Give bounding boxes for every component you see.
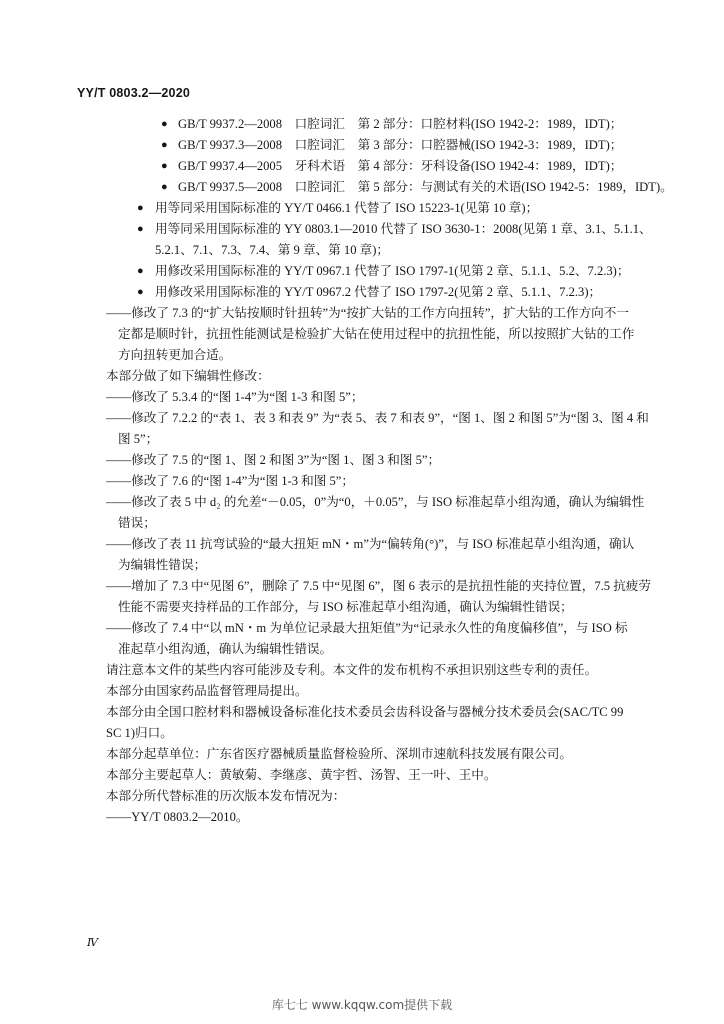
bullet-icon: ● xyxy=(161,181,168,193)
tech-change-line: 定都是顺时针，抗扭性能测试是检验扩大钻在使用过程中的抗扭性能，所以按照扩大钻的工作 xyxy=(118,327,635,341)
edit-item: ——修改了表 5 中 d₂ 的允差“－0.05，0”为“0，＋0.05”，与 ISO 标准起草小组沟通，确认为编辑性 xyxy=(106,495,645,509)
bullet-icon: ● xyxy=(161,160,168,172)
edit-item-continuation: 准起草小组沟通，确认为编辑性错误。 xyxy=(118,642,333,656)
edit-item: ——修改了表 11 抗弯试验的“最大扭矩 mN・m”为“偏转角(°)”，与 ISO 标准起草小组沟通，确认 xyxy=(106,537,635,551)
list-item-text: 用修改采用国际标准的 YY/T 0967.1 代替了 ISO 1797-1(见第 2 章、5.1.1、5.2、7.2.3)； xyxy=(155,264,630,278)
list-item-text: 用等同采用国际标准的 YY 0803.1—2010 代替了 ISO 3630-1：2008(见第 1 章、3.1、5.1.1、 xyxy=(155,222,652,236)
list-item-text: 用修改采用国际标准的 YY/T 0967.2 代替了 ISO 1797-2(见第 2 章、5.1.1、7.2.3)； xyxy=(155,285,602,299)
sublist-item-text: GB/T 9937.5—2008 口腔词汇 第 5 部分：与测试有关的术语(ISO 1942-5：1989，IDT)。 xyxy=(178,180,673,194)
sublist-item-text: GB/T 9937.4—2005 牙科术语 第 4 部分：牙科设备(ISO 1942-4：1989，IDT)； xyxy=(178,159,623,173)
edit-item: ——修改了 7.5 的“图 1、图 2 和图 3”为“图 1、图 3 和图 5”； xyxy=(106,453,441,467)
proposed-by: 本部分由国家药品监督管理局提出。 xyxy=(106,684,308,698)
list-item xyxy=(0,219,724,240)
tech-change-line: ——修改了 7.3 的“扩大钻按顺时针扭转”为“按扩大钻的工作方向扭转”，扩大钻的工作方向不一 xyxy=(106,306,629,320)
edit-item: ——修改了 7.4 中“以 mN・m 为单位记录最大扭矩值”为“记录永久性的角度偏移值”，与 ISO 标 xyxy=(106,621,628,635)
edit-item: ——增加了 7.3 中“见图 6”，删除了 7.5 中“见图 6”，图 6 表示的是抗扭性能的夹持位置，7.5 抗疲劳 xyxy=(106,579,651,593)
patent-note: 请注意本文件的某些内容可能涉及专利。本文件的发布机构不承担识别这些专利的责任。 xyxy=(106,663,598,677)
tech-change-line: 方向扭转更加合适。 xyxy=(118,348,232,362)
list-item xyxy=(0,282,724,303)
drafting-units: 本部分起草单位：广东省医疗器械质量监督检验所、深圳市速航科技发展有限公司。 xyxy=(106,747,572,761)
sublist-item xyxy=(0,177,724,198)
bullet-icon: ● xyxy=(161,118,168,130)
edit-item-continuation: 图 5”； xyxy=(118,432,159,446)
history-item: ——YY/T 0803.2—2010。 xyxy=(106,810,249,824)
foreword-body xyxy=(0,114,724,828)
standard-code: YY/T 0803.2—2020 xyxy=(77,86,190,100)
download-watermark: 库七七 www.kqqw.com提供下载 xyxy=(271,998,453,1012)
committee-line: SC 1)归口。 xyxy=(106,726,173,740)
list-item-text: 5.2.1、7.1、7.3、7.4、第 9 章、第 10 章)； xyxy=(155,243,390,257)
list-item-text: 用等同采用国际标准的 YY/T 0466.1 代替了 ISO 15223-1(见第 10 章)； xyxy=(155,201,539,215)
sublist-item xyxy=(0,114,724,135)
sublist-item xyxy=(0,135,724,156)
list-item xyxy=(0,261,724,282)
sublist-item xyxy=(0,156,724,177)
edit-item: ——修改了 7.2.2 的“表 1、表 3 和表 9” 为“表 5、表 7 和表 9”，“图 1、图 2 和图 5”为“图 3、图 4 和 xyxy=(106,411,649,425)
edit-intro: 本部分做了如下编辑性修改： xyxy=(106,369,270,383)
edit-item: ——修改了 7.6 的“图 1-4”为“图 1-3 和图 5”； xyxy=(106,474,354,488)
bullet-icon: ● xyxy=(137,286,144,298)
page-number: Ⅳ xyxy=(87,937,98,949)
sublist-item-text: GB/T 9937.3—2008 口腔词汇 第 3 部分：口腔器械(ISO 1942-3：1989，IDT)； xyxy=(178,138,623,152)
bullet-icon: ● xyxy=(137,223,144,235)
committee-line: 本部分由全国口腔材料和器械设备标准化技术委员会齿科设备与器械分技术委员会(SAC/TC 99 xyxy=(106,705,624,719)
edit-item: ——修改了 5.3.4 的“图 1-4”为“图 1-3 和图 5”； xyxy=(106,390,364,404)
edit-item-continuation: 为编辑性错误； xyxy=(118,558,207,572)
bullet-icon: ● xyxy=(161,139,168,151)
list-item xyxy=(0,198,724,219)
sublist-item-text: GB/T 9937.2—2008 口腔词汇 第 2 部分：口腔材料(ISO 1942-2：1989，IDT)； xyxy=(178,117,623,131)
list-item-continuation xyxy=(0,240,724,261)
drafters: 本部分主要起草人：黄敏菊、李继彦、黄宇哲、汤智、王一叶、王中。 xyxy=(106,768,497,782)
edit-item-continuation: 错误； xyxy=(118,516,156,530)
bullet-icon: ● xyxy=(137,265,144,277)
history-intro: 本部分所代替标准的历次版本发布情况为： xyxy=(106,789,346,803)
bullet-icon: ● xyxy=(137,202,144,214)
edit-item-continuation: 性能不需要夹持样品的工作部分，与 ISO 标准起草小组沟通，确认为编辑性错误； xyxy=(118,600,573,614)
